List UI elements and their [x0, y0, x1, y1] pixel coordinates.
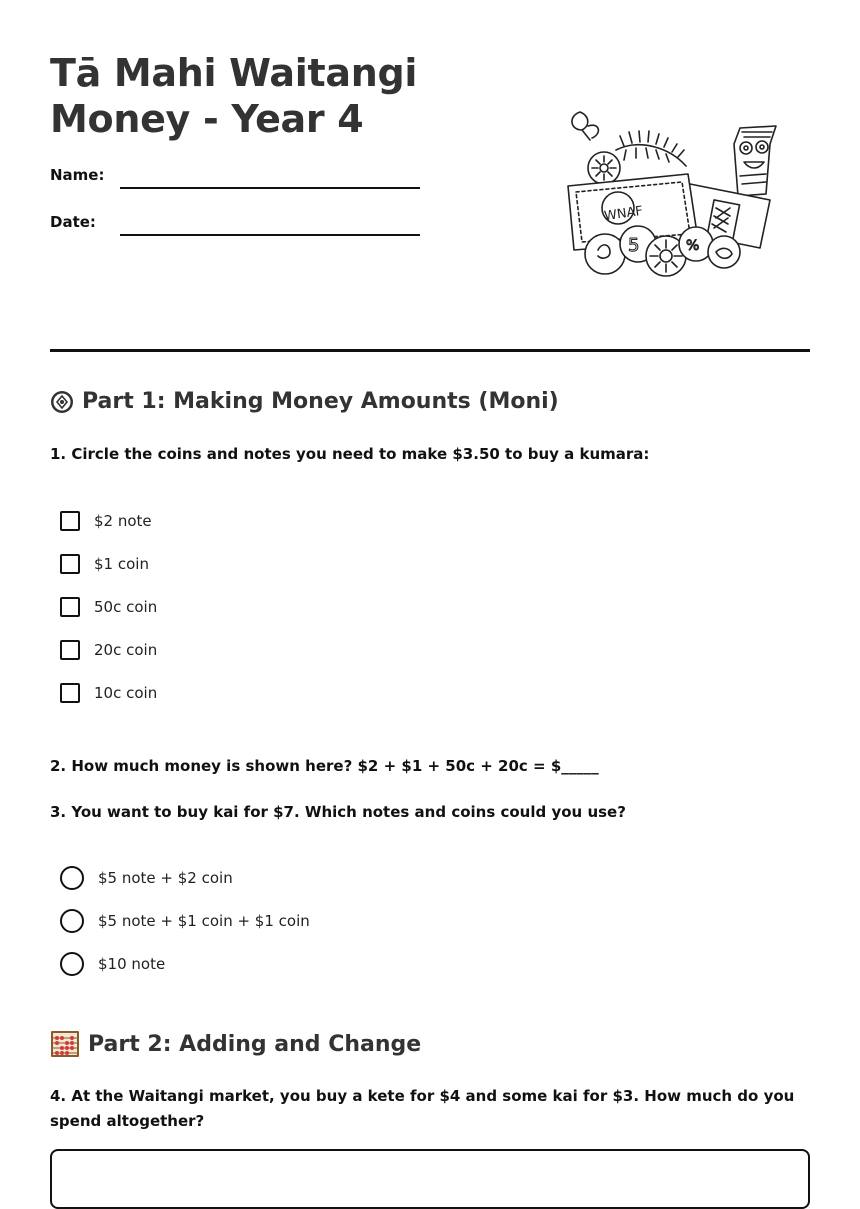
question-2: 2. How much money is shown here? $2 + $1 + 50c + 20c = $_____: [50, 757, 599, 775]
option-label: $1 coin: [94, 555, 149, 573]
question-4: 4. At the Waitangi market, you buy a kete for $4 and some kai for $3. How much do you spend altogether?: [50, 1087, 795, 1130]
option-label: 10c coin: [94, 684, 158, 702]
option-label: $5 note + $2 coin: [98, 869, 233, 887]
flower-coin-icon: [588, 152, 620, 184]
part2-heading-text: Part 2: Adding and Change: [88, 1031, 422, 1057]
question-1: 1. Circle the coins and notes you need to make $3.50 to buy a kumara:: [50, 445, 650, 463]
title-line-1: Tā Mahi Waitangi: [50, 51, 418, 95]
fern-icon: [616, 131, 686, 166]
radio-button[interactable]: [60, 866, 84, 890]
checkbox[interactable]: [60, 640, 80, 660]
abacus-icon: [50, 1030, 80, 1058]
radio-button[interactable]: [60, 952, 84, 976]
question-3: 3. You want to buy kai for $7. Which notes and coins could you use?: [50, 803, 626, 821]
q3-option-a[interactable]: [60, 866, 233, 890]
page-title: [50, 50, 417, 142]
title-line-2: Money - Year 4: [50, 97, 364, 141]
q3-option-c[interactable]: [60, 952, 165, 976]
option-label: 20c coin: [94, 641, 158, 659]
q3-option-b[interactable]: [60, 909, 310, 933]
q1-option-50c-coin[interactable]: [60, 597, 157, 617]
option-label: 50c coin: [94, 598, 158, 616]
q1-option-20c-coin[interactable]: [60, 640, 157, 660]
checkbox[interactable]: [60, 597, 80, 617]
money-illustration: [560, 104, 782, 280]
radio-button[interactable]: [60, 909, 84, 933]
svg-text:5: 5: [628, 235, 640, 256]
q1-option-10c-coin[interactable]: [60, 683, 157, 703]
leaf-icon: [572, 112, 598, 140]
option-label: $2 note: [94, 512, 152, 530]
note-text: WNAF: [603, 203, 644, 225]
part1-heading: [50, 389, 559, 414]
date-field[interactable]: [120, 234, 420, 236]
q1-option-2-dollar-note[interactable]: [60, 511, 152, 531]
q1-option-1-dollar-coin[interactable]: [60, 554, 149, 574]
q4-answer-box[interactable]: [50, 1149, 810, 1209]
name-label: Name:: [50, 166, 105, 184]
part1-heading-text: Part 1: Making Money Amounts (Moni): [82, 389, 559, 414]
option-label: $5 note + $1 coin + $1 coin: [98, 912, 310, 930]
date-label: Date:: [50, 213, 96, 231]
checkbox[interactable]: [60, 683, 80, 703]
option-label: $10 note: [98, 955, 166, 973]
coin-icon: [50, 390, 74, 414]
checkbox[interactable]: [60, 511, 80, 531]
tiki-icon: [734, 126, 776, 196]
checkbox[interactable]: [60, 554, 80, 574]
svg-text:%: %: [686, 238, 700, 254]
part2-heading: [50, 1030, 421, 1058]
name-field[interactable]: [120, 187, 420, 189]
section-divider: [50, 349, 810, 352]
